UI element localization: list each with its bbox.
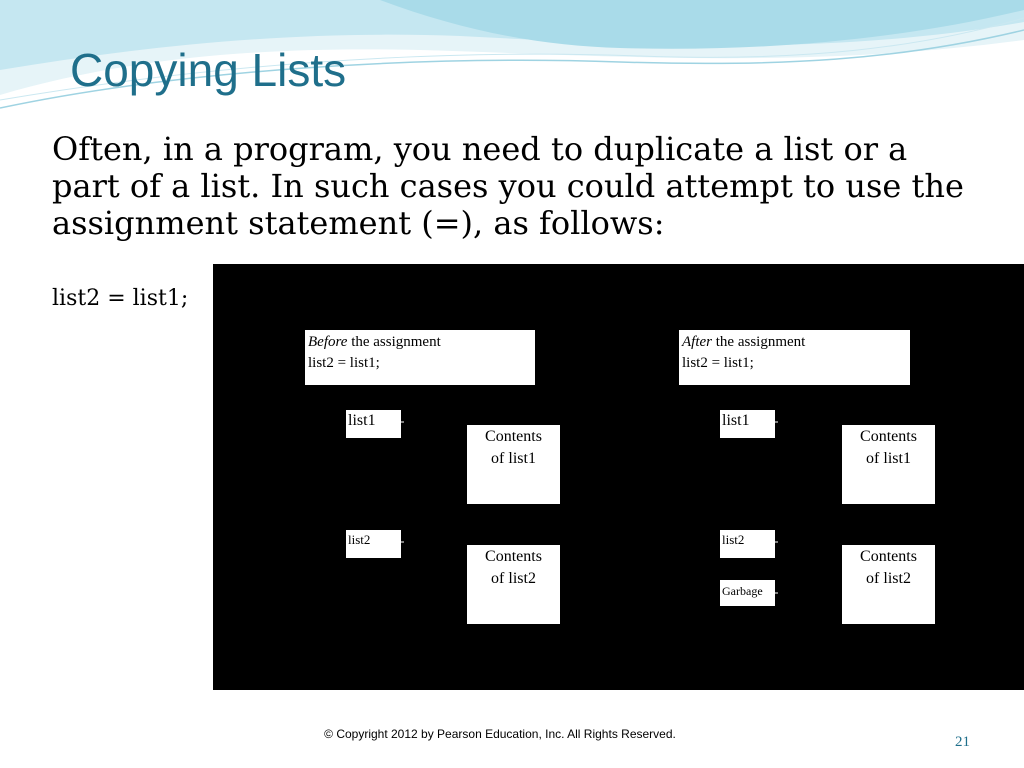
before-list1-contents <box>467 425 560 504</box>
before-list1-contents-line1: Contents <box>485 428 542 445</box>
before-list1-contents-line2: of list1 <box>491 450 536 467</box>
before-list2-contents-line2: of list2 <box>491 570 536 587</box>
before-caption-rest: the assignment <box>347 334 441 350</box>
after-list1-contents-line1: Contents <box>860 428 917 445</box>
after-list2-contents-line1: Contents <box>860 548 917 565</box>
after-garbage-label: Garbage <box>720 580 775 606</box>
after-list2-contents-line2: of list2 <box>866 570 911 587</box>
code-statement: list2 = list1; <box>52 286 189 311</box>
before-statement: list2 = list1; <box>308 355 380 371</box>
after-list2-contents <box>842 545 935 624</box>
after-caption <box>679 330 910 385</box>
after-list1-contents <box>842 425 935 504</box>
before-caption <box>305 330 535 385</box>
assignment-diagram <box>213 264 1024 690</box>
slide-title: Copying Lists <box>70 44 347 96</box>
after-list2-variable: list2 <box>720 530 775 558</box>
before-list2-contents <box>467 545 560 624</box>
after-list1-variable: list1 <box>720 410 775 438</box>
copyright-footer: © Copyright 2012 by Pearson Education, Inc. All Rights Reserved. <box>324 727 676 741</box>
after-caption-italic: After <box>682 334 712 350</box>
slide-body-text: Often, in a program, you need to duplicate a list or a part of a list. In such cases you could attempt to use the assignment statement (=), as follows: <box>52 130 964 242</box>
page-number: 21 <box>955 734 970 750</box>
after-statement: list2 = list1; <box>682 355 754 371</box>
after-caption-rest: the assignment <box>712 334 806 350</box>
before-list2-contents-line1: Contents <box>485 548 542 565</box>
before-caption-italic: Before <box>308 334 348 350</box>
before-list1-variable: list1 <box>346 410 401 438</box>
before-list2-variable: list2 <box>346 530 401 558</box>
after-list1-contents-line2: of list1 <box>866 450 911 467</box>
